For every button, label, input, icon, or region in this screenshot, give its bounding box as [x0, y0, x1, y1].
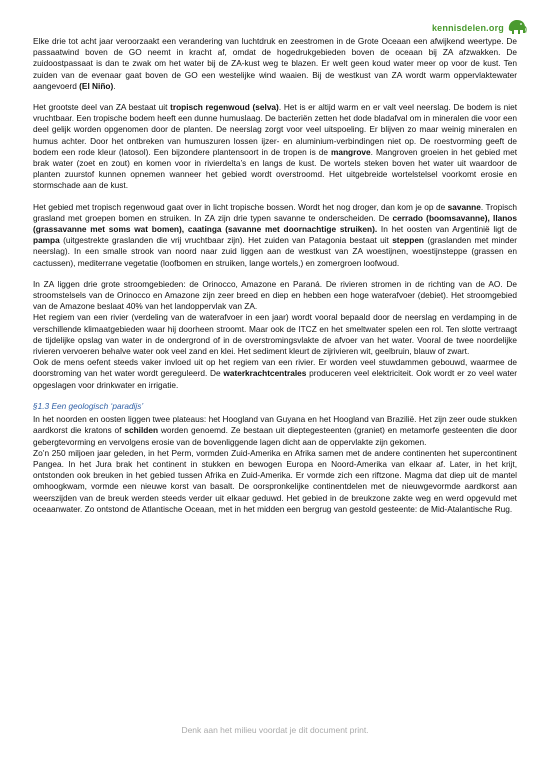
text-run: (graslanden met minder neerslag). In een smalle strook van noord naar zuid liggen aan de westkust van ZA woestijnen, woestijnsteppe (grassen en cactussen), mediterrane vegetatie (loofbomen en struiken, lange wortels,) en zomergroen loofwoud.: [33, 235, 517, 268]
bold-term: savanne: [447, 201, 481, 212]
text-run: In het noorden en oosten liggen twee plateaus: het Hoogland van Guyana en het Hoogland van Brazilië. Het zijn zeer oude stukken aardkorst die kratons of: [33, 414, 517, 436]
text-run: Het gebied met tropisch regenwoud gaat over in licht tropische bossen. Wordt het nog droger, dan kom je op de: [33, 201, 448, 212]
text-run: produceren veel elektriciteit. Ook wordt er zo veel water opgeslagen voor drinkwater en irrigatie.: [33, 368, 517, 390]
site-logo: [432, 18, 528, 38]
bold-term: (El Niño): [79, 80, 114, 91]
elephant-icon: [506, 18, 528, 38]
paragraph-p4: [33, 279, 517, 313]
text-run: §1.3 Een geologisch ‘paradijs’: [33, 400, 144, 411]
text-run: Ook de mens oefent steeds vaker invloed uit op het regiem van een rivier. Er worden veel stuwdammen gebouwd, waarmee de doorstroming van het water wordt gereguleerd. De: [33, 357, 517, 379]
footer-note: Denk aan het milieu voordat je dit document print.: [181, 725, 369, 735]
text-run: Het regiem van een rivier (verdeling van de waterafvoer in een jaar) wordt vooral bepaald door de neerslag en verdamping in de verschillende klimaatgebieden waar hij doorheen stroomt. Maar ook de ITCZ en het smeltwater spelen een rol. Ten slotte vertraagt de tijdelijke opslag van water in de ondergrond of in de overstromingsvlakte de afvoer van het water. Vooral de twee noordelijke rivieren vervoeren behalve water ook veel zand en klei. Het sediment kleurt de zijrivieren wit, geelbruin, blauw of zwart.: [33, 312, 517, 357]
text-run: In het oosten van Argentinië ligt de: [377, 224, 517, 235]
bold-term: cerrado (boomsavanne), llanos (grassavanne met soms wat bomen), caatinga (savanne met doornachtige struiken).: [33, 212, 517, 235]
document-body: [33, 36, 517, 525]
text-run: worden genoemd. Ze bestaan uit dieptegesteenten (graniet) en metamorfe gesteenten die door gebergtevorming en vervolgens erosie van de bovenliggende lagen dicht aan de oppervlakte zijn gekomen.: [33, 425, 517, 447]
bold-term: mangrove: [331, 146, 371, 157]
paragraph-p3: [33, 202, 517, 269]
text-run: . Het is er altijd warm en er valt veel neerslag. De bodem is niet vruchtbaar. Een tropische bodem heeft een dunne humuslaag. De bacteriën zetten het dode bladafval om in mineralen die voor een deel gelijk worden opgenomen door de planten. De neerslag zorgt voor veel uitspoeling. Er blijven zo maar weinig mineralen en humus achter. Door het ontbreken van humuszuren lossen ijzer- en aluminium-verbindingen niet op. De roestvorming geeft de bodem een rode kleur (latosol). Een bijzondere plantensoort in de tropen is de: [33, 102, 518, 157]
text-run: (uitgestrekte graslanden die vrij vruchtbaar zijn). Het zuiden van Patagonia bestaat uit: [59, 235, 393, 246]
text-run: Elke drie tot acht jaar veroorzaakt een verandering van luchtdruk en zeestromen in de Grote Oceaan een afwijkend weertype. De passaatwind boven de GO neemt in kracht af, omdat de hogedrukgebieden boven de oceaan bij ZA afzwakken. De zuidoostpassaat is dan te zwak om het water bij de ZA-kust weg te blazen. Er welt geen koud water meer op voor de kust. Ten zuiden van de evenaar gaat boven de GO een westelijke wind waaien. Bij de westkust van ZA wordt warm oppervlaktewater aangevoerd: [33, 36, 517, 91]
paragraph-p6: [33, 357, 517, 391]
bold-term: tropisch regenwoud (selva): [170, 102, 279, 113]
paragraph-p8: [33, 448, 517, 515]
text-run: Het grootste deel van ZA bestaat uit: [33, 102, 171, 113]
paragraph-p5: [33, 312, 517, 357]
logo-text: kennisdelen.org: [431, 23, 504, 33]
text-run: .: [113, 80, 116, 91]
bold-term: waterkrachtcentrales: [223, 368, 307, 379]
bold-term: schilden: [124, 425, 159, 436]
text-run: Zo’n 250 miljoen jaar geleden, in het Perm, vormden Zuid-Amerika en Afrika samen met de andere continenten het supercontinent Pangea. In het Jura brak het continent in stukken en bewogen Europa en Noord-Amerika van elkaar af. Later, in het krijt, ontstonden ook breuken in het gebied tussen Afrika en Zuid-Amerika. Er vormde zich een riftzone. Magma dat diep uit de mantel omhoogkwam, vormde een nieuwe korst van basalt. De oorspronkelijke continentdelen met de nieuwgevormde aardkorst aan weerszijden van de breuk werden steeds verder uit elkaar geduwd. Het gebied in de breukzone zakte weg en werd opgevuld met oceaanwater. Zo ontstond de Atlantische Oceaan, met in het midden een bergrug van gestold gesteente: de Mid-Atalantische Rug.: [33, 447, 517, 514]
paragraph-p2: [33, 102, 517, 192]
paragraph-p1: [33, 36, 517, 92]
bold-term: steppen: [392, 235, 424, 246]
bold-term: pampa: [33, 235, 60, 246]
section-heading: [33, 401, 517, 412]
text-run: . Tropisch grasland met groepen bomen en struiken. In ZA zijn drie typen savanne te onderscheiden. De: [33, 201, 517, 223]
paragraph-p7: [33, 414, 517, 448]
text-run: . Mangroven groeien in het gebied met brak water (zoet en zout) en komen voor in rivierdelta’s en langs de kust. De wortels steken boven het water uit waardoor de planten zuurstof kunnen opnemen wanneer het gebied wordt overstroomd. Het uitgebreide wortelstelsel voorkomt erosie en stormschade aan de kust.: [33, 146, 517, 191]
text-run: In ZA liggen drie grote stroomgebieden: de Orinocco, Amazone en Paraná. De rivieren stromen in de richting van de AO. De stroomstelsels van de Orinocco en Amazone zijn zeer breed en diep en hebben een hoge waterafvoer (debiet). Het stroomgebied van de Amazone beslaat 40% van het landoppervlak van ZA.: [33, 278, 517, 312]
